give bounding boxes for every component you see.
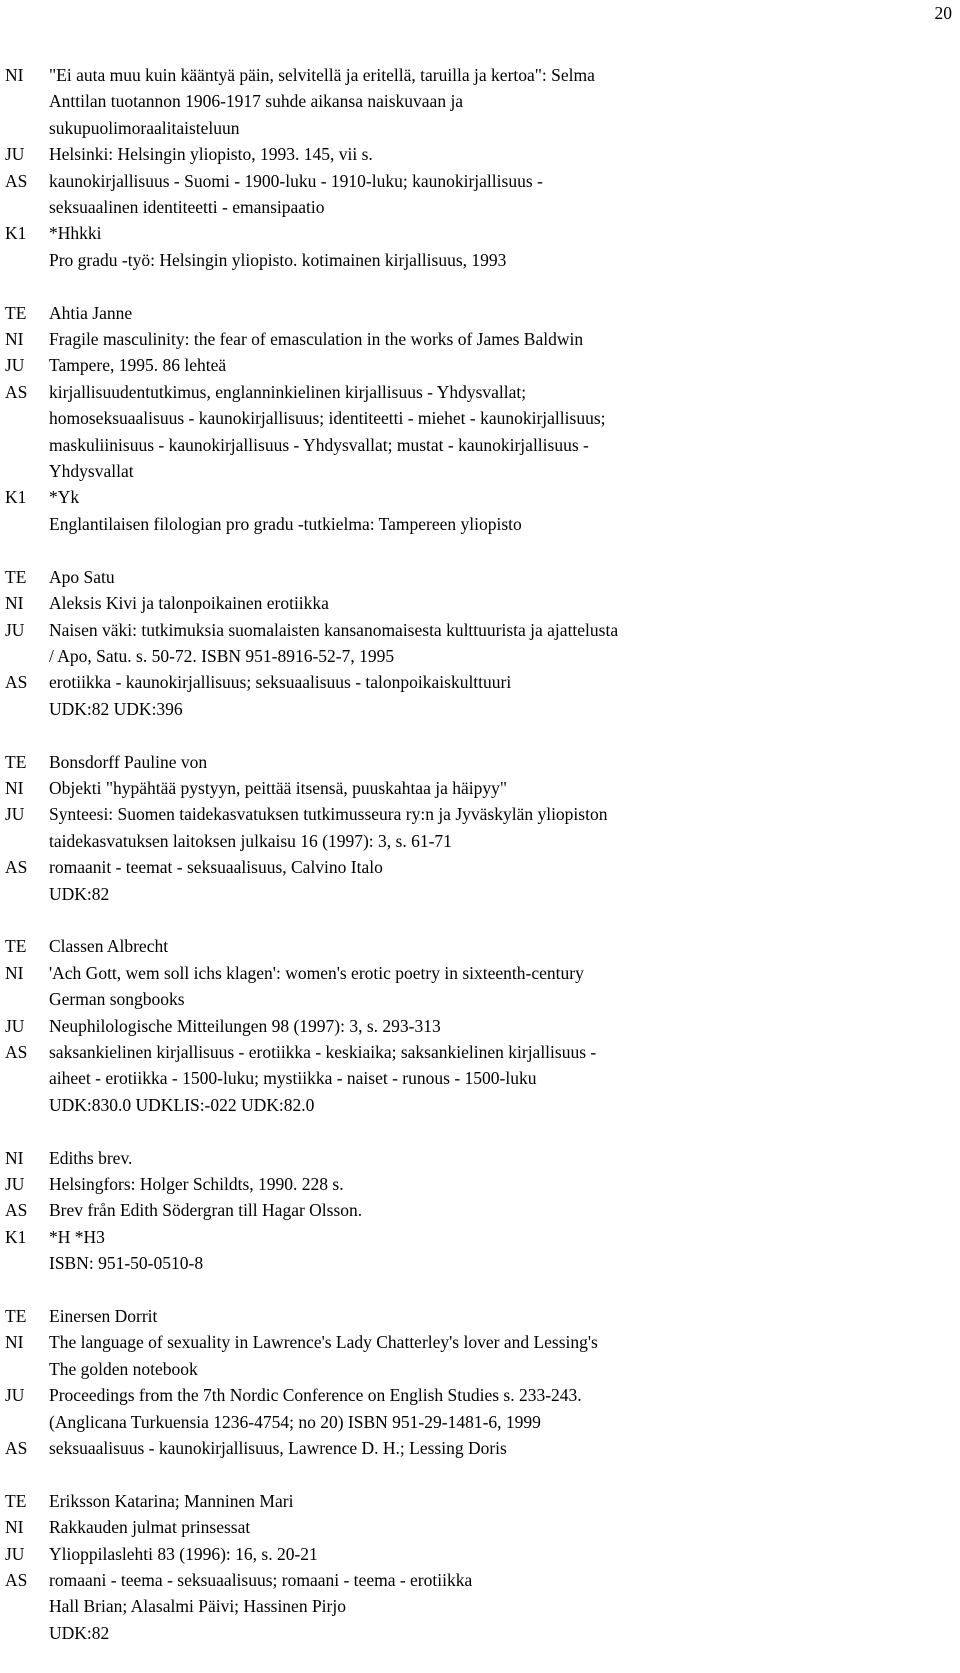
field-code: AS: [5, 857, 28, 878]
field-line: maskuliinisuus - kaunokirjallisuus - Yhdysvallat; mustat - kaunokirjallisuus -: [49, 434, 589, 455]
field-value: [49, 1382, 945, 1435]
field-line: Classen Albrecht: [49, 936, 169, 957]
field-line: Anttilan tuotannon 1906-1917 suhde aikansa naiskuvaan ja: [49, 91, 464, 112]
field-line: erotiikka - kaunokirjallisuus; seksuaalisuus - talonpoikaiskulttuuri: [49, 672, 512, 693]
field-code: JU: [5, 1015, 25, 1036]
field-line: Neuphilologische Mitteilungen 98 (1997): 3, s. 293-313: [49, 1015, 441, 1036]
field-code: NI: [5, 777, 24, 798]
field-line: Objekti "hypähtää pystyyn, peittää itsensä, puuskahtaa ja häipyy": [49, 777, 507, 798]
entry-field: [5, 564, 945, 590]
entry-field: [5, 484, 945, 537]
entry-field: [5, 1567, 945, 1646]
entry-field: [5, 933, 945, 959]
entry-field: [5, 1171, 945, 1197]
field-line: UDK:82: [49, 1622, 110, 1643]
field-value: [49, 1541, 945, 1567]
field-line: 'Ach Gott, wem soll ichs klagen': women's erotic poetry in sixteenth-century: [49, 962, 584, 983]
entry-field: [5, 326, 945, 352]
field-code: NI: [5, 65, 24, 85]
field-code: JU: [5, 1173, 25, 1194]
bibliography-entry: [5, 1488, 945, 1646]
field-line: Brev från Edith Södergran till Hagar Olsson.: [49, 1200, 363, 1221]
field-line: The golden notebook: [49, 1358, 198, 1379]
entry-field: [5, 1382, 945, 1435]
field-line: saksankielinen kirjallisuus - erotiikka - keskiaika; saksankielinen kirjallisuus -: [49, 1041, 597, 1062]
field-value: [49, 1329, 945, 1382]
entry-field: [5, 960, 945, 1013]
bibliography-entry: [5, 62, 945, 273]
field-line: Synteesi: Suomen taidekasvatuksen tutkimusseura ry:n ja Jyväskylän yliopiston: [49, 804, 608, 825]
field-code: K1: [5, 223, 27, 244]
field-code: K1: [5, 1226, 27, 1247]
field-value: [49, 1013, 945, 1039]
field-line: / Apo, Satu. s. 50-72. ISBN 951-8916-52-7, 1995: [49, 645, 395, 666]
entry-field: [5, 775, 945, 801]
field-code: NI: [5, 1147, 24, 1168]
field-value: [49, 1488, 945, 1514]
field-code: NI: [5, 1332, 24, 1353]
field-line: Ediths brev.: [49, 1147, 133, 1168]
entry-field: [5, 168, 945, 221]
entry-field: [5, 801, 945, 854]
field-line: Ylioppilaslehti 83 (1996): 16, s. 20-21: [49, 1543, 318, 1564]
field-line: Yhdysvallat: [49, 461, 134, 482]
field-code: AS: [5, 170, 28, 191]
entry-field: [5, 1039, 945, 1118]
field-line: seksuaalisuus - kaunokirjallisuus, Lawrence D. H.; Lessing Doris: [49, 1438, 507, 1459]
field-code: TE: [5, 936, 27, 957]
entry-field: [5, 352, 945, 378]
field-value: [49, 960, 945, 1013]
field-value: [49, 1303, 945, 1329]
field-code: TE: [5, 566, 27, 587]
field-line: Helsingfors: Holger Schildts, 1990. 228 s.: [49, 1173, 344, 1194]
field-line: "Ei auta muu kuin kääntyä päin, selvitellä ja eritellä, taruilla ja kertoa": Selma: [49, 65, 595, 85]
field-code: NI: [5, 329, 24, 350]
entry-field: [5, 141, 945, 167]
field-code: NI: [5, 1517, 24, 1538]
field-value: [49, 1224, 945, 1277]
field-code: TE: [5, 1490, 27, 1511]
field-value: [49, 352, 945, 378]
field-line: UDK:830.0 UDKLIS:-022 UDK:82.0: [49, 1094, 315, 1115]
field-value: [49, 141, 945, 167]
entry-field: [5, 1514, 945, 1540]
entry-field: [5, 1224, 945, 1277]
field-value: [49, 669, 945, 722]
entry-field: [5, 1488, 945, 1514]
entry-field: [5, 1435, 945, 1461]
entry-field: [5, 300, 945, 326]
field-value: [49, 590, 945, 616]
field-line: Fragile masculinity: the fear of emasculation in the works of James Baldwin: [49, 329, 584, 350]
field-value: [49, 933, 945, 959]
entry-field: [5, 62, 945, 141]
bibliography-entry: [5, 1145, 945, 1277]
field-code: JU: [5, 1543, 25, 1564]
field-line: romaanit - teemat - seksuaalisuus, Calvino Italo: [49, 857, 383, 878]
field-value: [49, 801, 945, 854]
field-value: [49, 749, 945, 775]
bibliography-entry: [5, 564, 945, 722]
field-line: German songbooks: [49, 989, 185, 1010]
field-code: K1: [5, 487, 27, 508]
field-value: [49, 220, 945, 273]
field-code: JU: [5, 804, 25, 825]
entry-field: [5, 379, 945, 485]
field-value: [49, 379, 945, 485]
entry-field: [5, 1145, 945, 1171]
entry-field: [5, 220, 945, 273]
entry-field: [5, 669, 945, 722]
field-line: homoseksuaalisuus - kaunokirjallisuus; identiteetti - miehet - kaunokirjallisuus;: [49, 408, 606, 429]
field-value: [49, 1197, 945, 1223]
field-line: *Hhkki: [49, 223, 102, 244]
field-code: AS: [5, 381, 28, 402]
entry-field: [5, 1303, 945, 1329]
field-value: [49, 168, 945, 221]
field-line: Rakkauden julmat prinsessat: [49, 1517, 251, 1538]
field-line: *Yk: [49, 487, 80, 508]
field-code: AS: [5, 1570, 28, 1591]
entry-field: [5, 1197, 945, 1223]
entry-field: [5, 1541, 945, 1567]
field-line: romaani - teema - seksuaalisuus; romaani - teema - erotiikka: [49, 1570, 473, 1591]
field-value: [49, 775, 945, 801]
field-code: NI: [5, 962, 24, 983]
field-line: Pro gradu -työ: Helsingin yliopisto. kotimainen kirjallisuus, 1993: [49, 249, 507, 270]
bibliography-entry: [5, 1303, 945, 1461]
bibliography-entry: [5, 933, 945, 1118]
field-line: Helsinki: Helsingin yliopisto, 1993. 145, vii s.: [49, 144, 373, 165]
field-line: The language of sexuality in Lawrence's Lady Chatterley's lover and Lessing's: [49, 1332, 598, 1353]
field-line: Tampere, 1995. 86 lehteä: [49, 355, 227, 376]
field-line: ISBN: 951-50-0510-8: [49, 1253, 204, 1274]
entry-field: [5, 749, 945, 775]
field-code: AS: [5, 672, 28, 693]
field-line: *H *H3: [49, 1226, 105, 1247]
field-line: Einersen Dorrit: [49, 1306, 158, 1326]
field-line: kirjallisuudentutkimus, englanninkielinen kirjallisuus - Yhdysvallat;: [49, 381, 527, 402]
field-code: TE: [5, 302, 27, 323]
bibliography-entry: [5, 300, 945, 538]
field-value: [49, 1567, 945, 1646]
bibliography-entry: [5, 749, 945, 907]
field-code: AS: [5, 1041, 28, 1062]
entry-field: [5, 1013, 945, 1039]
field-line: sukupuolimoraalitaisteluun: [49, 117, 240, 138]
page-number: 20: [934, 3, 952, 23]
field-line: Eriksson Katarina; Manninen Mari: [49, 1490, 294, 1511]
field-code: TE: [5, 751, 27, 772]
field-code: AS: [5, 1438, 28, 1459]
field-line: aiheet - erotiikka - 1500-luku; mystiikka - naiset - runous - 1500-luku: [49, 1068, 537, 1089]
field-line: UDK:82 UDK:396: [49, 698, 183, 719]
field-line: seksuaalinen identiteetti - emansipaatio: [49, 197, 325, 218]
field-value: [49, 1039, 945, 1118]
field-line: (Anglicana Turkuensia 1236-4754; no 20) ISBN 951-29-1481-6, 1999: [49, 1411, 541, 1432]
field-code: JU: [5, 619, 25, 640]
entry-field: [5, 590, 945, 616]
field-code: JU: [5, 144, 25, 165]
field-value: [49, 1514, 945, 1540]
field-value: [49, 62, 945, 141]
field-line: Proceedings from the 7th Nordic Conference on English Studies s. 233-243.: [49, 1385, 582, 1406]
field-line: UDK:82: [49, 883, 110, 904]
field-line: Ahtia Janne: [49, 302, 133, 323]
field-line: taidekasvatuksen laitoksen julkaisu 16 (1997): 3, s. 61-71: [49, 830, 452, 851]
field-line: Bonsdorff Pauline von: [49, 751, 208, 772]
field-value: [49, 617, 945, 670]
field-value: [49, 326, 945, 352]
entry-field: [5, 854, 945, 907]
field-line: Englantilaisen filologian pro gradu -tutkielma: Tampereen yliopisto: [49, 513, 522, 534]
field-code: JU: [5, 355, 25, 376]
field-code: JU: [5, 1385, 25, 1406]
field-value: [49, 854, 945, 907]
field-line: Aleksis Kivi ja talonpoikainen erotiikka: [49, 593, 329, 614]
field-value: [49, 1435, 945, 1461]
field-value: [49, 1171, 945, 1197]
entry-field: [5, 1329, 945, 1382]
field-line: Naisen väki: tutkimuksia suomalaisten kansanomaisesta kulttuurista ja ajattelusta: [49, 619, 619, 640]
field-line: Apo Satu: [49, 566, 115, 587]
field-value: [49, 484, 945, 537]
field-value: [49, 564, 945, 590]
field-code: AS: [5, 1200, 28, 1221]
field-value: [49, 1145, 945, 1171]
field-code: TE: [5, 1306, 27, 1326]
field-line: Hall Brian; Alasalmi Päivi; Hassinen Pirjo: [49, 1596, 346, 1617]
field-code: NI: [5, 593, 24, 614]
entry-field: [5, 617, 945, 670]
bibliography-list: [5, 62, 945, 1673]
field-line: kaunokirjallisuus - Suomi - 1900-luku - 1910-luku; kaunokirjallisuus -: [49, 170, 543, 191]
field-value: [49, 300, 945, 326]
